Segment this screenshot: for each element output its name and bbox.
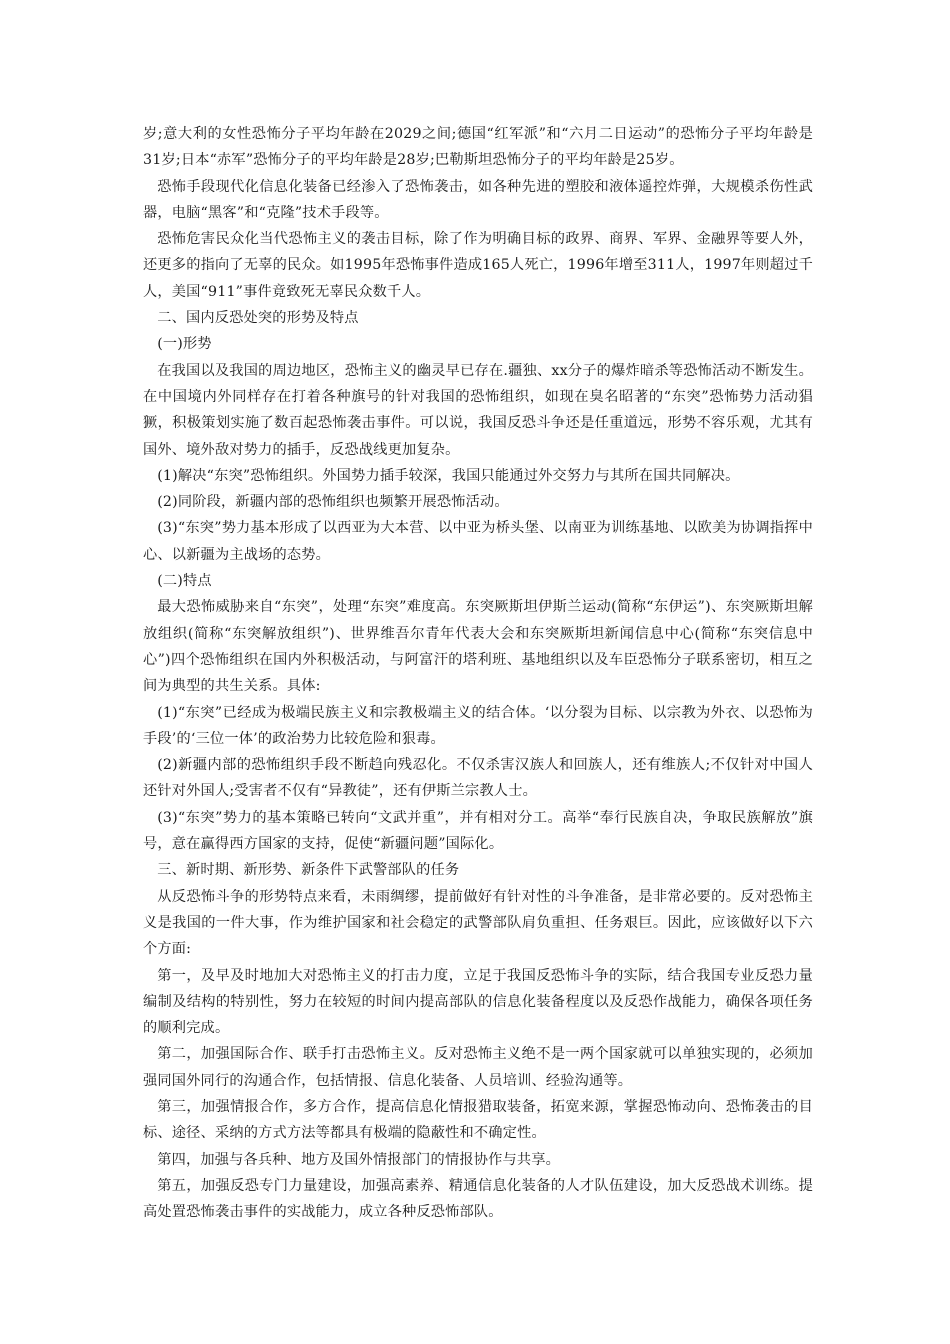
paragraph-3: 恐怖危害民众化当代恐怖主义的袭击目标，除了作为明确目标的政界、商界、军界、金融界等要人外，还更多的指向了无辜的民众。如1995年恐怖事件造成165人死亡，1996年增至311人，1997年则超过千人，美国“911”事件竟致死无辜民众数千人。 (143, 231, 813, 300)
document-body (143, 121, 813, 1225)
section-heading-2: 二、国内反恐处突的形势及特点 (157, 310, 359, 327)
paragraph-2: 恐怖手段现代化信息化装备已经渗入了恐怖袭击，如各种先进的塑胶和液体遥控炸弹，大规模杀伤性武器，电脑“黑客”和“克隆”技术手段等。 (143, 178, 813, 221)
list-item-2: (2)同阶段，新疆内部的恐怖组织也频繁开展恐怖活动。 (157, 494, 509, 511)
paragraph-fourth: 第四，加强与各兵种、地方及国外情报部门的情报协作与共享。 (157, 1151, 561, 1168)
list-item-5: (2)新疆内部的恐怖组织手段不断趋向残忍化。不仅杀害汉族人和回族人，还有维族人;不仅针对中国人还针对外国人;受害者不仅有“异教徒”，还有伊斯兰宗教人士。 (143, 757, 813, 800)
paragraph-6: 在我国以及我国的周边地区，恐怖主义的幽灵早已存在.疆独、xx分子的爆炸暗杀等恐怖活动不断发生。在中国境内外同样存在打着各种旗号的针对我国的恐怖组织，如现在臭名昭著的“东突”恐怖势力活动猖獗，积极策划实施了数百起恐怖袭击事件。可以说，我国反恐斗争还是任重道远，形势不容乐观，尤其有国外、境外敌对势力的插手，反恐战线更加复杂。 (143, 362, 813, 458)
subheading-situation: (一)形势 (157, 336, 212, 353)
list-item-3: (3)“东突”势力基本形成了以西亚为大本营、以中亚为桥头堡、以南亚为训练基地、以欧美为协调指挥中心、以新疆为主战场的态势。 (143, 520, 813, 563)
section-heading-3: 三、新时期、新形势、新条件下武警部队的任务 (157, 862, 460, 879)
list-item-6: (3)“东突”势力的基本策略已转向“文武并重”，并有相对分工。高举“奉行民族自决，争取民族解放”旗号，意在赢得西方国家的支持，促使“新疆问题”国际化。 (143, 809, 813, 853)
paragraph-fifth: 第五，加强反恐专门力量建设，加强高素养、精通信息化装备的人才队伍建设，加大反恐战术训练。提高处置恐怖袭击事件的实战能力，成立各种反恐怖部队。 (143, 1177, 813, 1221)
list-item-4: (1)“东突”已经成为极端民族主义和宗教极端主义的结合体。‘以分裂为目标、以宗教为外衣、以恐怖为手段’的‘三位一体’的政治势力比较危险和狠毒。 (143, 704, 813, 747)
list-item-1: (1)解决“东突”恐怖组织。外国势力插手较深，我国只能通过外交努力与其所在国共同解决。 (157, 467, 740, 484)
paragraph-second: 第二，加强国际合作、联手打击恐怖主义。反对恐怖主义绝不是一两个国家就可以单独实现的，必须加强同国外同行的沟通合作，包括情报、信息化装备、人员培训、经验沟通等。 (143, 1046, 813, 1089)
paragraph-11: 最大恐怖威胁来自“东突”，处理“东突”难度高。东突厥斯坦伊斯兰运动(简称“东伊运”)、东突厥斯坦解放组织(简称“东突解放组织”)、世界维吾尔青年代表大会和东突厥斯坦新闻信息中心(简称“东突信息中心”)四个恐怖组织在国内外积极活动，与阿富汗的塔利班、基地组织以及车臣恐怖分子联系密切，相互之间为典型的共生关系。具体: (143, 599, 813, 695)
paragraph-16: 从反恐怖斗争的形势特点来看，未雨绸缪，提前做好有针对性的斗争准备，是非常必要的。反对恐怖主义是我国的一件大事，作为维护国家和社会稳定的武警部队肩负重担、任务艰巨。因此，应该做好以下六个方面: (143, 888, 813, 958)
subheading-features: (二)特点 (157, 573, 212, 590)
paragraph-1: 岁;意大利的女性恐怖分子平均年龄在2029之间;德国“红军派”和“六月二日运动”的恐怖分子平均年龄是31岁;日本“赤军”恐怖分子的平均年龄是28岁;巴勒斯坦恐怖分子的平均年龄是25岁。 (143, 126, 813, 169)
paragraph-third: 第三，加强情报合作，多方合作，提高信息化情报猎取装备，拓宽来源，掌握恐怖动向、恐怖袭击的目标、途径、采纳的方式方法等都具有极端的隐蔽性和不确定性。 (143, 1098, 813, 1142)
paragraph-first: 第一，及早及时地加大对恐怖主义的打击力度，立足于我国反恐怖斗争的实际，结合我国专业反恐力量编制及结构的特别性，努力在较短的时间内提高部队的信息化装备程度以及反恐作战能力，确保各项任务的顺利完成。 (143, 967, 813, 1037)
